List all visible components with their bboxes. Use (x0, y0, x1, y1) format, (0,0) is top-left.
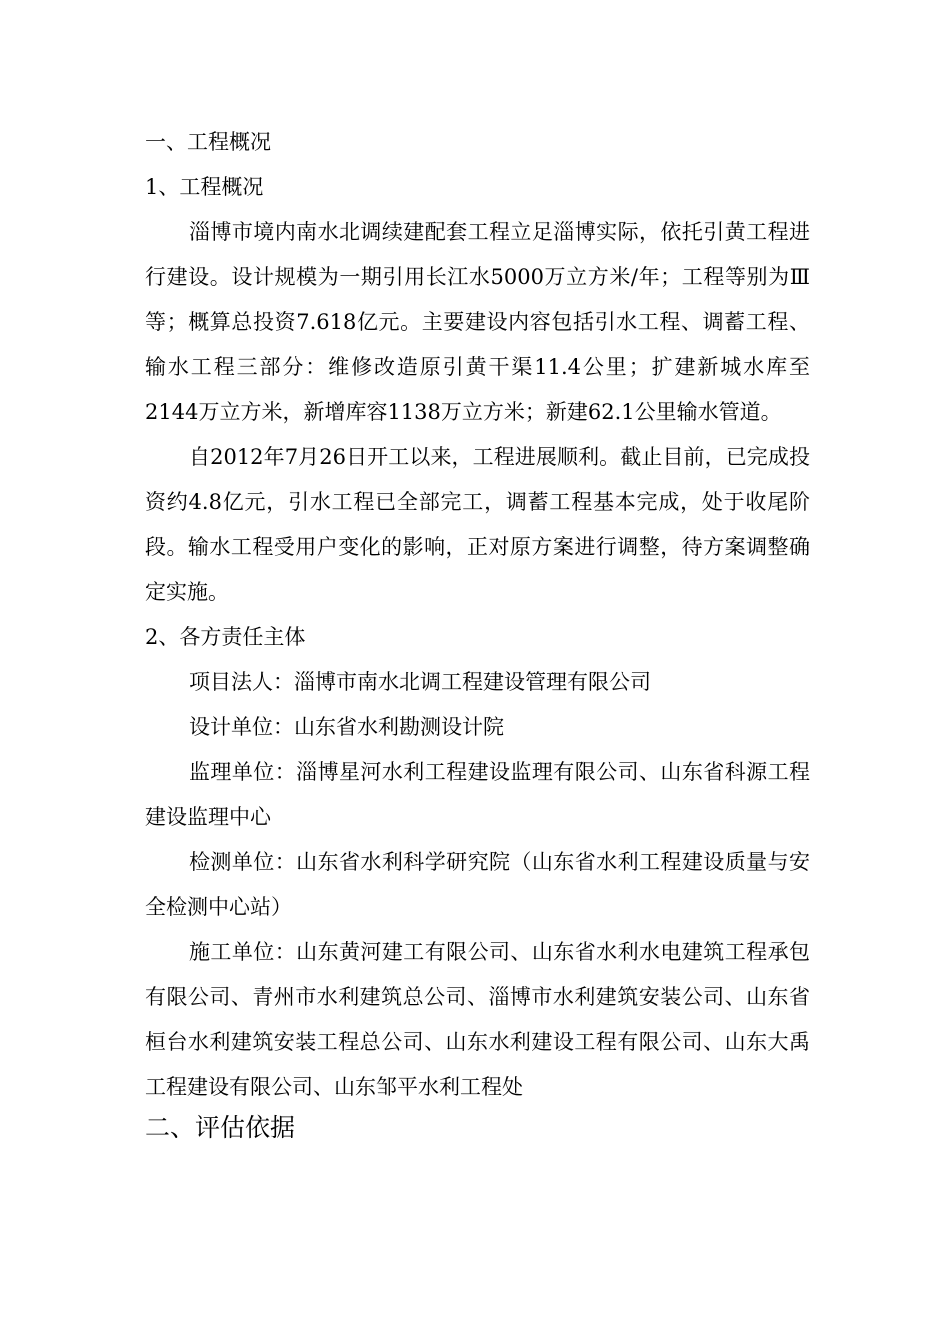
party-construction-units: 施工单位：山东黄河建工有限公司、山东省水利水电建筑工程承包有限公司、青州市水利建筑总公司、淄博市水利建筑安装公司、山东省桓台水利建筑安装工程总公司、山东水利建设工程有限公司、山东大禹工程建设有限公司、山东邹平水利工程处 (145, 940, 810, 1099)
party-project-owner: 项目法人：淄博市南水北调工程建设管理有限公司 (189, 670, 651, 694)
section-1-heading: 一、工程概况 (145, 130, 271, 154)
subsection-1-2-heading: 2、各方责任主体 (145, 625, 306, 649)
party-design-unit: 设计单位：山东省水利勘测设计院 (189, 715, 504, 739)
subsection-1-1-heading: 1、工程概况 (145, 175, 264, 199)
document-body (145, 120, 810, 1144)
party-supervision-unit: 监理单位：淄博星河水利工程建设监理有限公司、山东省科源工程建设监理中心 (145, 760, 810, 829)
section-2-heading: 二、评估依据 (145, 1113, 296, 1142)
overview-paragraph-1: 淄博市境内南水北调续建配套工程立足淄博实际，依托引黄工程进行建设。设计规模为一期引用长江水5000万立方米/年；工程等别为Ⅲ等；概算总投资7.618亿元。主要建设内容包括引水工程、调蓄工程、输水工程三部分：维修改造原引黄干渠11.4公里；扩建新城水库至2144万立方米，新增库容1138万立方米；新建62.1公里输水管道。 (145, 220, 810, 424)
party-inspection-unit: 检测单位：山东省水利科学研究院（山东省水利工程建设质量与安全检测中心站） (145, 850, 810, 919)
overview-paragraph-2: 自2012年7月26日开工以来，工程进展顺利。截止目前，已完成投资约4.8亿元，引水工程已全部完工，调蓄工程基本完成，处于收尾阶段。输水工程受用户变化的影响，正对原方案进行调整，待方案调整确定实施。 (145, 445, 810, 604)
